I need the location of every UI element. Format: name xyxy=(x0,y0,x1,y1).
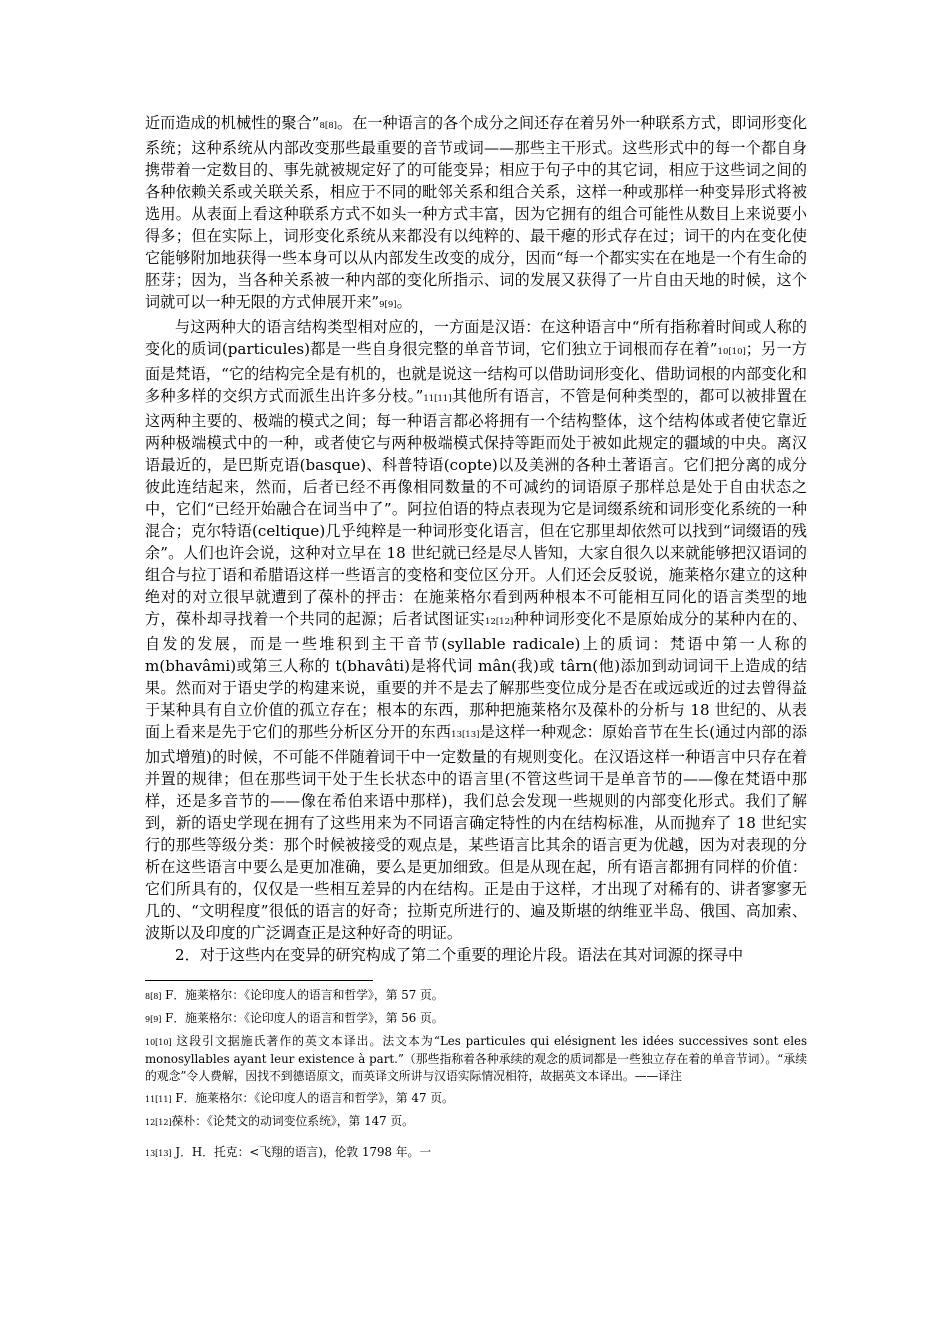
text-run: 种种词形变化不是原始成分的某种内在的、自发的发展，而是一些堆积到主干音节(syllable radicale)上的质词：梵语中第一人称的 m(bhavâmi)或第三人称的 t(bhavâti)是将代词 mân(我)或 târn(他)添加到动词词干上造成的结果。然而对于语史学的构建来说，重要的并不是去了解那些变位成分是否在或远或近的过去曾得益于某种具有自立价值的孤立存在；根本的东西，那种把施莱格尔及葆朴的分析与 18 世纪的、从表面上看来是先于它们的那些分析区分开的东西 xyxy=(145,610,807,741)
footnote-ref: 10[10] xyxy=(717,347,746,357)
footnote-ref: 13[13] xyxy=(451,730,480,740)
footnote-mark: 11[11] xyxy=(145,1095,172,1104)
footnote-text: J．H．托克：<飞翔的语言)，伦敦 1798 年。一 xyxy=(171,1145,432,1159)
footnote-mark: 10[10] xyxy=(145,1038,172,1047)
text-run: 与这两种大的语言结构类型相对应的，一方面是汉语：在这种语言中“所有指称着时间或人称的变化的质词(particules)都是一些自身很完整的单音节词，它们独立于词根而存在着” xyxy=(145,318,807,358)
footnote-item xyxy=(145,1010,807,1028)
footnote-text: 这段引文据施氏著作的英文本译出。法文本为“Les particules qui elésignent les idées successives sont eles monosyllables ayant leur existence à part.”（那些指称着各种承续的观念的质词都是一些独立存在着的单音节词）。“承续的观念”令人费解，因找不到德语原文，而英译文所讲与汉语实际情况相符，故据英文本译出。——译注 xyxy=(145,1034,807,1083)
footnote-item xyxy=(145,1090,807,1108)
body-text xyxy=(145,112,807,966)
footnote-text: F．施莱格尔：《论印度人的语言和哲学》，第 57 页。 xyxy=(161,988,444,1002)
document-page xyxy=(145,112,807,1167)
footnote-item xyxy=(145,1033,807,1085)
text-run: 2．对于这些内在变异的研究构成了第二个重要的理论片段。语法在其对词源的探寻中 xyxy=(175,946,744,964)
text-run: 。 xyxy=(396,293,412,311)
text-run: 近而造成的机械性的聚合” xyxy=(145,114,320,132)
paragraph-p1 xyxy=(145,112,807,316)
paragraph-p2 xyxy=(145,316,807,944)
footnote-mark: 9[9] xyxy=(145,1015,162,1024)
footnote-item xyxy=(145,1113,807,1131)
footnote-text: F．施莱格尔：《论印度人的语言和哲学》，第 47 页。 xyxy=(171,1091,454,1105)
footnote-item xyxy=(145,987,807,1005)
text-run: ；另一方面是梵语，“它的结构完全是有机的，也就是说这一结构可以借助词形变化、借助词根的内部变化和多种多样的交织方式而派生出许多分枝。” xyxy=(145,340,807,405)
text-run: 其他所有语言，不管是何种类型的，都可以被排置在这两种主要的、极端的模式之间；每一种语言都必将拥有一个结构整体，这个结构体或者使它靠近两种极端模式中的一种，或者使它与两种极端模式保持等距而处于被如此规定的疆域的中央。离汉语最近的，是巴斯克语(basque)、科普特语(copte)以及美洲的各种土著语言。它们把分离的成分彼此连结起来，然而，后者已经不再像相同数量的不可减约的词语原子那样总是处于自由状态之中，它们“已经开始融合在词当中了”。阿拉伯语的特点表现为它是词缀系统和词形变化系统的一种混合；克尔特语(celtique)几乎纯粹是一种词形变化语言，但在它那里却依然可以找到“词缀语的残余”。人们也许会说，这种对立早在 18 世纪就已经是尽人皆知，大家自很久以来就能够把汉语词的组合与拉丁语和希腊语这样一些语言的变格和变位区分开。人们还会反驳说，施莱格尔建立的这种绝对的对立很早就遭到了葆朴的抨击：在施莱格尔看到两种根本不可能相互同化的语言类型的地方，葆朴却寻找着一个共同的起源；后者试图证实 xyxy=(145,387,807,628)
footnote-divider xyxy=(145,980,373,981)
text-run: 是这样一种观念：原始音节在生长(通过内部的添加式增殖)的时候，不可能不伴随着词干中一定数量的有规则变化。在汉语这样一种语言中只存在着并置的规律；但在那些词干处于生长状态中的语言里(不管这些词干是单音节的——像在梵语中那样，还是多音节的——像在希伯来语中那样)，我们总会发现一些规则的内部变化形式。我们了解到，新的语史学现在拥有了这些用来为不同语言确定特性的内在结构标准，从而抛弃了 18 世纪实行的那些等级分类：那个时候被接受的观点是，某些语言比其余的语言更为优越，因为对表现的分析在这些语言中要么是更加准确，要么是更加细致。但是从现在起，所有语言都拥有同样的价值：它们所具有的，仅仅是一些相互差异的内在结构。正是由于这样，才出现了对稀有的、讲者寥寥无几的、“文明程度”很低的语言的好奇；拉斯克所进行的、遍及斯堪的纳维亚半岛、俄国、高加索、波斯以及印度的广泛调查正是这种好奇的明证。 xyxy=(145,723,807,942)
footnote-item xyxy=(145,1144,807,1162)
paragraph-p3 xyxy=(145,944,807,966)
footnote-mark: 8[8] xyxy=(145,992,162,1001)
footnote-mark: 12[12] xyxy=(145,1118,172,1127)
footnote-ref: 9[9] xyxy=(379,300,397,310)
footnote-mark: 13[13] xyxy=(145,1149,172,1158)
text-run: 。在一种语言的各个成分之间还存在着另外一种联系方式，即词形变化系统；这种系统从内部改变那些最重要的音节或词——那些主干形式。这些形式中的每一个都自身携带着一定数目的、事先就被规定好了的可能变异；相应于句子中的其它词，相应于这些词之间的各种依赖关系或关联关系，相应于不同的毗邻关系和组合关系，这样一种或那样一种变异形式将被选用。从表面上看这种联系方式不如头一种方式丰富，因为它拥有的组合可能性从数目上来说要小得多；但在实际上，词形变化系统从来都没有以纯粹的、最干瘪的形式存在过；词干的内在变化使它能够附加地获得一些本身可以从内部发生改变的成分，因而“每一个都实实在在地是一个有生命的胚芽；因为，当各种关系被一种内部的变化所指示、词的发展又获得了一片自由天地的时候，这个词就可以一种无限的方式伸展开来” xyxy=(145,114,807,311)
footnote-text: F．施莱格尔：《论印度人的语言和哲学》，第 56 页。 xyxy=(161,1011,444,1025)
footnote-text: 葆朴：《论梵文的动词变位系统》，第 147 页。 xyxy=(171,1114,414,1128)
footnote-ref: 8[8] xyxy=(319,121,337,131)
footnote-ref: 12[12] xyxy=(485,617,514,627)
footnotes xyxy=(145,987,807,1162)
footnote-ref: 11[11] xyxy=(423,394,452,404)
